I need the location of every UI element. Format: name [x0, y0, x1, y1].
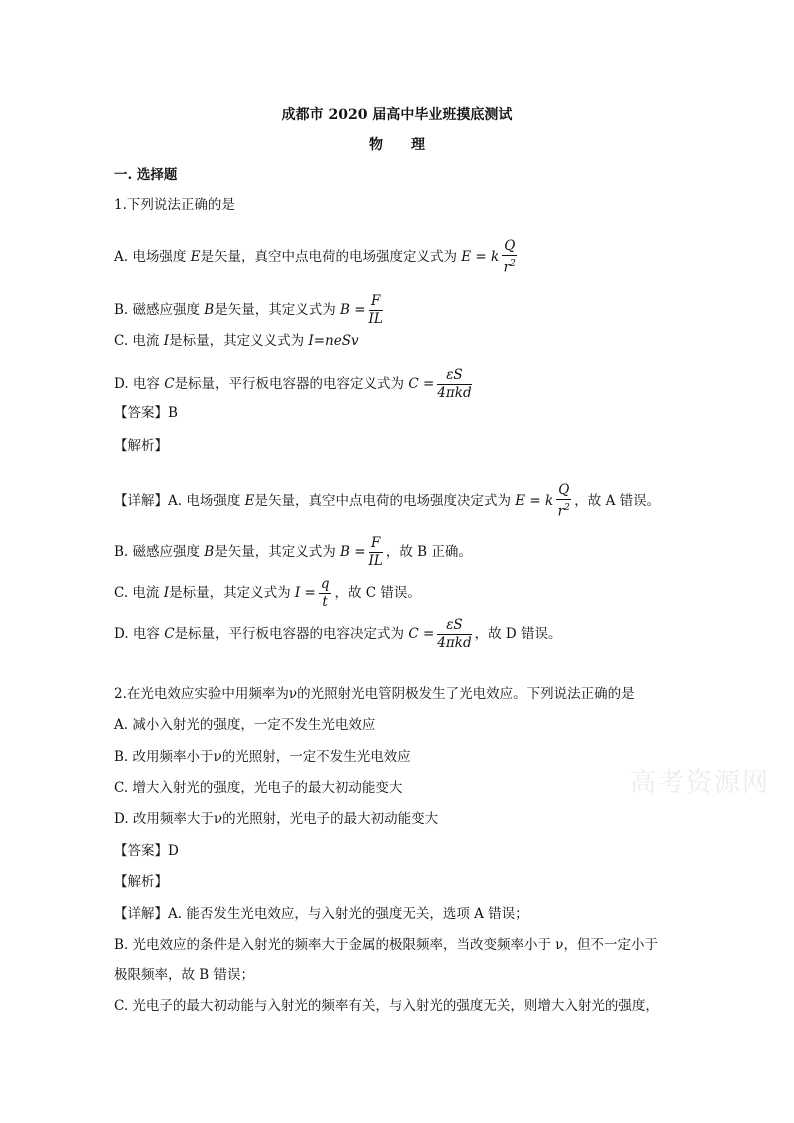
q1-detail-a: 【详解】A. 电场强度 E是矢量，真空中点电荷的电场强度决定式为 E = k $\frac{Q}{r^2}$ ，故 A 错误。	[114, 482, 661, 520]
q1-option-c: C. 电流 I是标量，其定义义式为 I=neSv	[114, 333, 359, 349]
q1-option-a: A. 电场强度 E是矢量，真空中点电荷的电场强度定义式为 E = k $\frac{Q}{r^2}$	[114, 238, 516, 276]
q2-option-b: B. 改用频率小于ν的光照射，一定不发生光电效应	[114, 749, 411, 765]
document-title: 成都市 2020 届高中毕业班摸底测试	[281, 107, 513, 123]
q2-stem: 2.在光电效应实验中用频率为ν的光照射光电管阴极发生了光电效应。下列说法正确的是	[114, 686, 635, 702]
q1-option-d: D. 电容 C是标量，平行板电容器的电容定义式为 C = $\frac{\varepsilon S}{\text{4πkd}}$	[114, 367, 472, 401]
q1-detail-c: C. 电流 I是标量，其定义式为 I = $\frac{q}{t}$ ，故 C 错误。	[114, 576, 421, 610]
q2-detail-a: 【详解】A. 能否发生光电效应，与入射光的强度无关，选项 A 错误；	[114, 906, 529, 922]
watermark: 高考资源网	[630, 768, 771, 798]
fraction: $\frac{q}{t}$	[320, 576, 330, 610]
q2-detail-b-line2: 极限频率，故 B 错误；	[114, 967, 255, 983]
section-heading: 一. 选择题	[114, 167, 178, 183]
q2-detail-b-line1: B. 光电效应的条件是入射光的频率大于金属的极限频率，当改变频率小于 ν，但不一定小于	[114, 937, 659, 953]
q1-detail-b: B. 磁感应强度 B是矢量，其定义式为 B = $\frac{F}{IL}$ ，故 B 正确。	[114, 535, 472, 569]
q1-option-b: B. 磁感应强度 B是矢量，其定义式为 B = $\frac{F}{IL}$	[114, 293, 383, 327]
q2-detail-c: C. 光电子的最大初动能与入射光的频率有关，与入射光的强度无关，则增大入射光的强度，	[114, 998, 659, 1014]
q2-option-d: D. 改用频率大于ν的光照射，光电子的最大初动能变大	[114, 811, 439, 827]
q1-stem: 1.下列说法正确的是	[114, 197, 235, 213]
fraction: $\frac{\varepsilon S}{\text{4πkd}}$	[437, 617, 472, 651]
fraction: $\frac{F}{IL}$	[368, 293, 383, 327]
subject-heading: 物 理	[369, 137, 425, 153]
q2-option-a: A. 减小入射光的强度，一定不发生光电效应	[114, 717, 376, 733]
fraction: $\frac{\varepsilon S}{\text{4πkd}}$	[437, 367, 472, 401]
fraction: $\frac{Q}{r^2}$	[503, 238, 516, 276]
q2-answer: 【答案】D	[114, 843, 179, 859]
q1-analysis: 【解析】	[114, 438, 168, 454]
fraction: $\frac{Q}{r^2}$	[557, 482, 570, 520]
q2-analysis: 【解析】	[114, 874, 168, 890]
fraction: $\frac{F}{IL}$	[368, 535, 383, 569]
q1-detail-d: D. 电容 C是标量，平行板电容器的电容决定式为 C = $\frac{\varepsilon S}{\text{4πkd}}$ ，故 D 错误。	[114, 617, 562, 651]
q2-option-c: C. 增大入射光的强度，光电子的最大初动能变大	[114, 780, 403, 796]
q1-answer: 【答案】B	[114, 405, 178, 421]
